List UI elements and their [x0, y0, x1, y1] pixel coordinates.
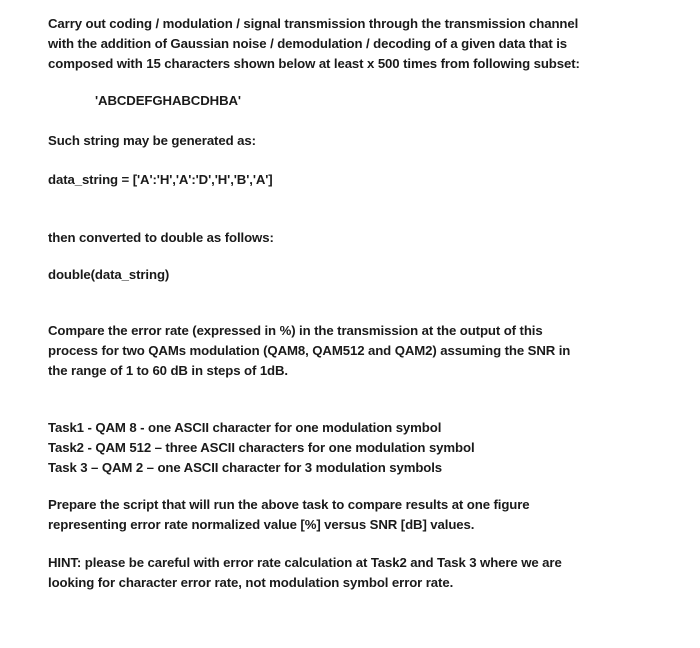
- hint-line: looking for character error rate, not modulation symbol error rate.: [48, 575, 454, 590]
- task-item: Task1 - QAM 8 - one ASCII character for one modulation symbol: [48, 420, 442, 435]
- task-list: [48, 418, 475, 478]
- prepare-paragraph: [48, 495, 530, 535]
- prepare-line: representing error rate normalized value [%] versus SNR [dB] values.: [48, 517, 475, 532]
- task-item: Task 3 – QAM 2 – one ASCII character for 3 modulation symbols: [48, 460, 443, 475]
- subset-string: 'ABCDEFGHABCDHBA': [95, 93, 241, 108]
- compare-line: process for two QAMs modulation (QAM8, QAM512 and QAM2) assuming the SNR in: [48, 343, 571, 358]
- intro-line: Carry out coding / modulation / signal transmission through the transmission channel: [48, 16, 579, 31]
- generate-label: Such string may be generated as:: [48, 133, 256, 148]
- intro-line: composed with 15 characters shown below at least x 500 times from following subset:: [48, 56, 580, 71]
- compare-line: Compare the error rate (expressed in %) in the transmission at the output of this: [48, 323, 543, 338]
- intro-paragraph: [48, 14, 580, 74]
- hint-line: HINT: please be careful with error rate calculation at Task2 and Task 3 where we are: [48, 555, 562, 570]
- compare-line: the range of 1 to 60 dB in steps of 1dB.: [48, 363, 289, 378]
- intro-line: with the addition of Gaussian noise / demodulation / decoding of a given data that is: [48, 36, 568, 51]
- compare-paragraph: [48, 321, 570, 381]
- prepare-line: Prepare the script that will run the above task to compare results at one figure: [48, 497, 530, 512]
- double-code: double(data_string): [48, 267, 170, 282]
- data-string-code: data_string = ['A':'H','A':'D','H','B','A']: [48, 172, 273, 187]
- hint-paragraph: [48, 553, 562, 593]
- convert-label: then converted to double as follows:: [48, 230, 274, 245]
- task-item: Task2 - QAM 512 – three ASCII characters for one modulation symbol: [48, 440, 475, 455]
